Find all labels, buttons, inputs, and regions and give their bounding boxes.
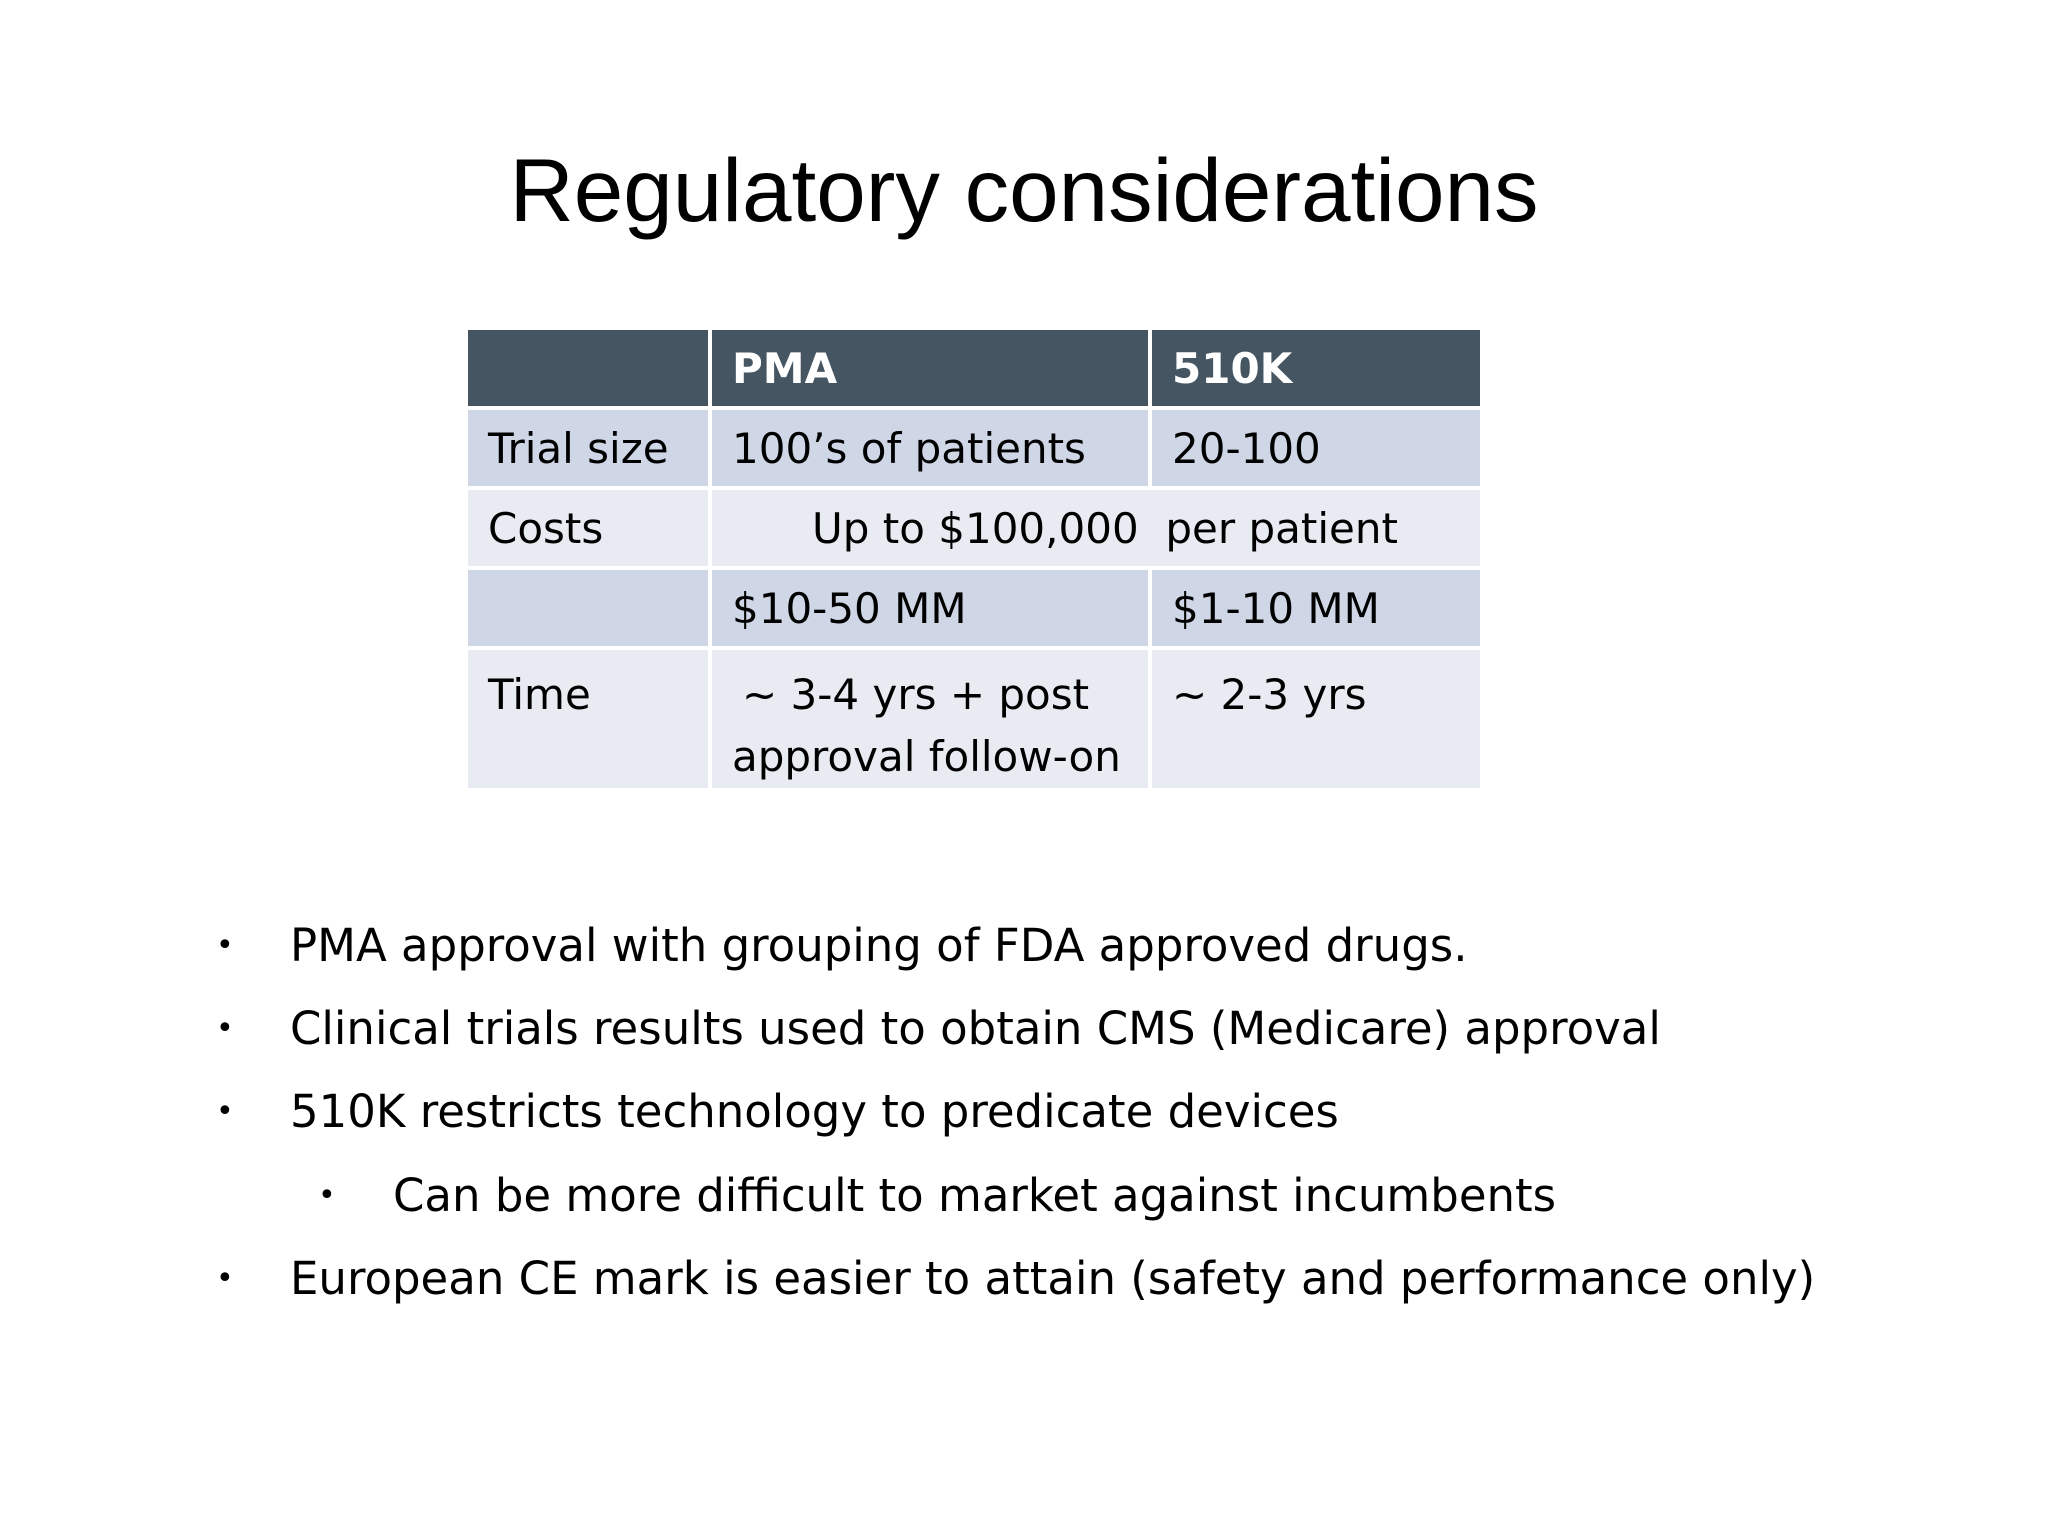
bullet-text: European CE mark is easier to attain (safety and performance only): [290, 1252, 1816, 1305]
bullet-text: 510K restricts technology to predicate devices: [290, 1085, 1339, 1138]
cell-510k-trial-size: 20-100: [1150, 408, 1482, 488]
cell-510k-total-cost: $1-10 MM: [1150, 568, 1482, 648]
bullet-text: PMA approval with grouping of FDA approved drugs.: [290, 919, 1468, 972]
table-header-row: [466, 328, 1482, 408]
bullet-icon: •: [216, 1261, 234, 1296]
bullet-icon: •: [318, 1178, 336, 1213]
cell-pma-time: [710, 648, 1150, 790]
header-pma: PMA: [710, 328, 1150, 408]
bullet-icon: •: [216, 1011, 234, 1046]
row-label-empty: [466, 568, 710, 648]
bullet-icon: •: [216, 928, 234, 963]
cell-costs-per-patient: Up to $100,000 per patient: [710, 488, 1482, 568]
slide-title: Regulatory considerations: [509, 140, 1539, 240]
table-row: [466, 648, 1482, 790]
cell-510k-time: ~ 2-3 yrs: [1150, 648, 1482, 790]
cell-pma-time-line1: ~ 3-4 yrs + post: [742, 670, 1090, 719]
bullet-icon: •: [216, 1094, 234, 1129]
cell-pma-time-line2: approval follow-on: [732, 732, 1121, 781]
row-label-costs: Costs: [466, 488, 710, 568]
table-row: [466, 568, 1482, 648]
row-label-trial-size: Trial size: [466, 408, 710, 488]
row-label-time: Time: [466, 648, 710, 790]
table-row: [466, 408, 1482, 488]
cell-pma-total-cost: $10-50 MM: [710, 568, 1150, 648]
table-row: [466, 488, 1482, 568]
header-empty-cell: [466, 328, 710, 408]
comparison-table: [464, 326, 1484, 792]
bullet-text: Clinical trials results used to obtain CMS (Medicare) approval: [290, 1002, 1661, 1055]
bullet-text: Can be more difficult to market against incumbents: [393, 1169, 1557, 1222]
header-510k: 510K: [1150, 328, 1482, 408]
cell-pma-trial-size: 100’s of patients: [710, 408, 1150, 488]
